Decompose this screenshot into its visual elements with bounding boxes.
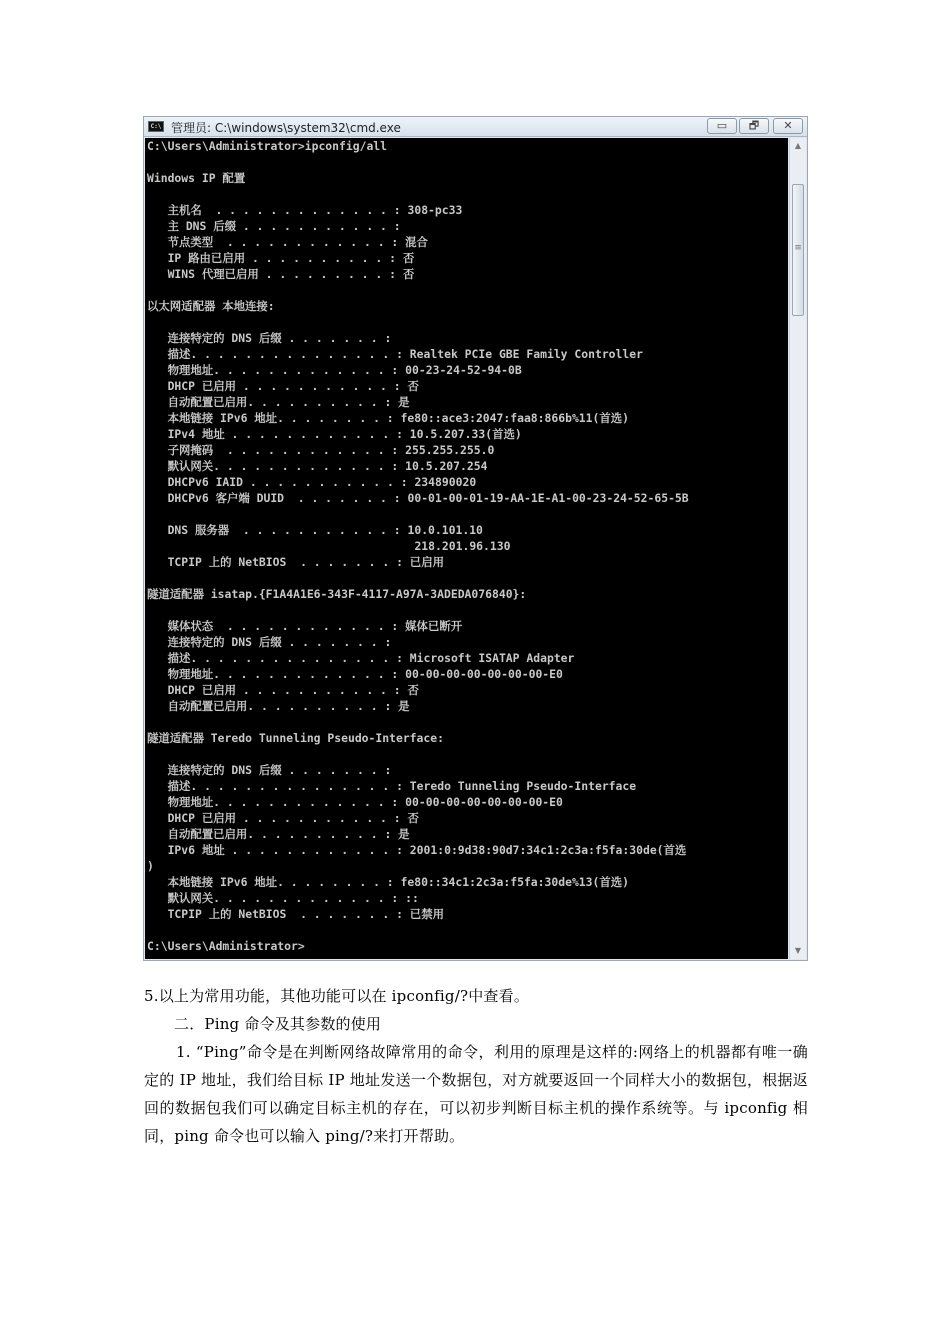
console-line: DHCP 已启用 . . . . . . . . . . . : 否 bbox=[147, 683, 419, 697]
console-line: DNS 服务器 . . . . . . . . . . . : 10.0.101.10 bbox=[147, 523, 483, 537]
console-line: IPv6 地址 . . . . . . . . . . . . : 2001:0:9d38:90d7:34c1:2c3a:f5fa:30de(首选 bbox=[147, 843, 687, 857]
scroll-down-arrow-icon[interactable]: ▼ bbox=[794, 946, 802, 955]
console-line: 媒体状态 . . . . . . . . . . . . : 媒体已断开 bbox=[147, 619, 463, 633]
cmd-app-icon[interactable]: C:\ bbox=[148, 121, 164, 132]
console-line: 物理地址. . . . . . . . . . . . . : 00-00-00-00-00-00-00-E0 bbox=[147, 667, 563, 681]
console-line: WINS 代理已启用 . . . . . . . . . : 否 bbox=[147, 267, 415, 281]
console-line: 本地链接 IPv6 地址. . . . . . . . : fe80::ace3:2047:faa8:866b%11(首选) bbox=[147, 411, 630, 425]
scroll-thumb[interactable]: ≡ bbox=[792, 184, 804, 316]
close-button[interactable]: ✕ bbox=[773, 118, 803, 134]
console-line: 218.201.96.130 bbox=[147, 539, 511, 553]
console-line: 子网掩码 . . . . . . . . . . . . : 255.255.255.0 bbox=[147, 443, 495, 457]
window-title: 管理员: C:\windows\system32\cmd.exe bbox=[171, 121, 401, 135]
minimize-button[interactable]: ▭ bbox=[707, 118, 737, 134]
console-line: Windows IP 配置 bbox=[147, 171, 246, 185]
console-line: 自动配置已启用. . . . . . . . . . : 是 bbox=[147, 699, 410, 713]
console-line: C:\Users\Administrator>ipconfig/all bbox=[147, 139, 388, 153]
console-line: C:\Users\Administrator> bbox=[147, 939, 305, 953]
console-line: 自动配置已启用. . . . . . . . . . : 是 bbox=[147, 827, 410, 841]
console-line: 节点类型 . . . . . . . . . . . . : 混合 bbox=[147, 235, 428, 249]
console-line: 描述. . . . . . . . . . . . . . . : Microsoft ISATAP Adapter bbox=[147, 651, 575, 665]
console-line: 以太网适配器 本地连接: bbox=[147, 299, 275, 313]
console-line: 默认网关. . . . . . . . . . . . . : :: bbox=[147, 891, 419, 905]
console-line: DHCPv6 IAID . . . . . . . . . . . : 234890020 bbox=[147, 475, 477, 489]
console-line: 本地链接 IPv6 地址. . . . . . . . : fe80::34c1:2c3a:f5fa:30de%13(首选) bbox=[147, 875, 630, 889]
console-line: 主 DNS 后缀 . . . . . . . . . . . : bbox=[147, 219, 401, 233]
console-line: 隧道适配器 isatap.{F1A4A1E6-343F-4117-A97A-3ADEDA076840}: bbox=[147, 587, 527, 601]
console-line: TCPIP 上的 NetBIOS . . . . . . . : 已启用 bbox=[147, 555, 444, 569]
console-line: 物理地址. . . . . . . . . . . . . : 00-23-24-52-94-0B bbox=[147, 363, 522, 377]
ping-section-heading: 二．Ping 命令及其参数的使用 bbox=[174, 1015, 382, 1033]
console-line: ) bbox=[147, 859, 154, 873]
console-output[interactable] bbox=[145, 138, 788, 959]
console-line: DHCP 已启用 . . . . . . . . . . . : 否 bbox=[147, 379, 419, 393]
console-line: 自动配置已启用. . . . . . . . . . : 是 bbox=[147, 395, 410, 409]
console-line: TCPIP 上的 NetBIOS . . . . . . . : 已禁用 bbox=[147, 907, 444, 921]
console-line: 默认网关. . . . . . . . . . . . . : 10.5.207.254 bbox=[147, 459, 488, 473]
console-line: 物理地址. . . . . . . . . . . . . : 00-00-00-00-00-00-00-E0 bbox=[147, 795, 563, 809]
console-line: DHCPv6 客户端 DUID . . . . . . . : 00-01-00-01-19-AA-1E-A1-00-23-24-52-65-5B bbox=[147, 491, 689, 505]
console-line: 主机名 . . . . . . . . . . . . . : 308-pc33 bbox=[147, 203, 463, 217]
console-line: 隧道适配器 Teredo Tunneling Pseudo-Interface: bbox=[147, 731, 444, 745]
console-line: 描述. . . . . . . . . . . . . . . : Teredo Tunneling Pseudo-Interface bbox=[147, 779, 637, 793]
title-bar[interactable] bbox=[144, 117, 807, 137]
console-line: 描述. . . . . . . . . . . . . . . : Realtek PCIe GBE Family Controller bbox=[147, 347, 643, 361]
console-line: 连接特定的 DNS 后缀 . . . . . . . : bbox=[147, 635, 392, 649]
ping-description-paragraph: 1. “Ping”命令是在判断网络故障常用的命令，利用的原理是这样的:网络上的机器都有唯一确定的 IP 地址，我们给目标 IP 地址发送一个数据包，对方就要返回一个同样大小的数据包，根据返回的数据包我们可以确定目标主机的存在，可以初步判断目标主机的操作系统等。与 ipconfig 相同，ping 命令也可以输入 ping/?来打开帮助。 bbox=[144, 1043, 808, 1145]
console-line: IPv4 地址 . . . . . . . . . . . . : 10.5.207.33(首选) bbox=[147, 427, 522, 441]
restore-button[interactable]: 🗗 bbox=[739, 118, 769, 134]
scroll-up-arrow-icon[interactable]: ▲ bbox=[794, 141, 802, 150]
console-line: DHCP 已启用 . . . . . . . . . . . : 否 bbox=[147, 811, 419, 825]
ipconfig-note: 5.以上为常用功能，其他功能可以在 ipconfig/?中查看。 bbox=[144, 987, 530, 1005]
cmd-window bbox=[143, 116, 808, 961]
console-line: 连接特定的 DNS 后缀 . . . . . . . : bbox=[147, 763, 392, 777]
console-line: 连接特定的 DNS 后缀 . . . . . . . : bbox=[147, 331, 392, 345]
console-line: IP 路由已启用 . . . . . . . . . . : 否 bbox=[147, 251, 415, 265]
vertical-scrollbar[interactable] bbox=[789, 138, 806, 959]
